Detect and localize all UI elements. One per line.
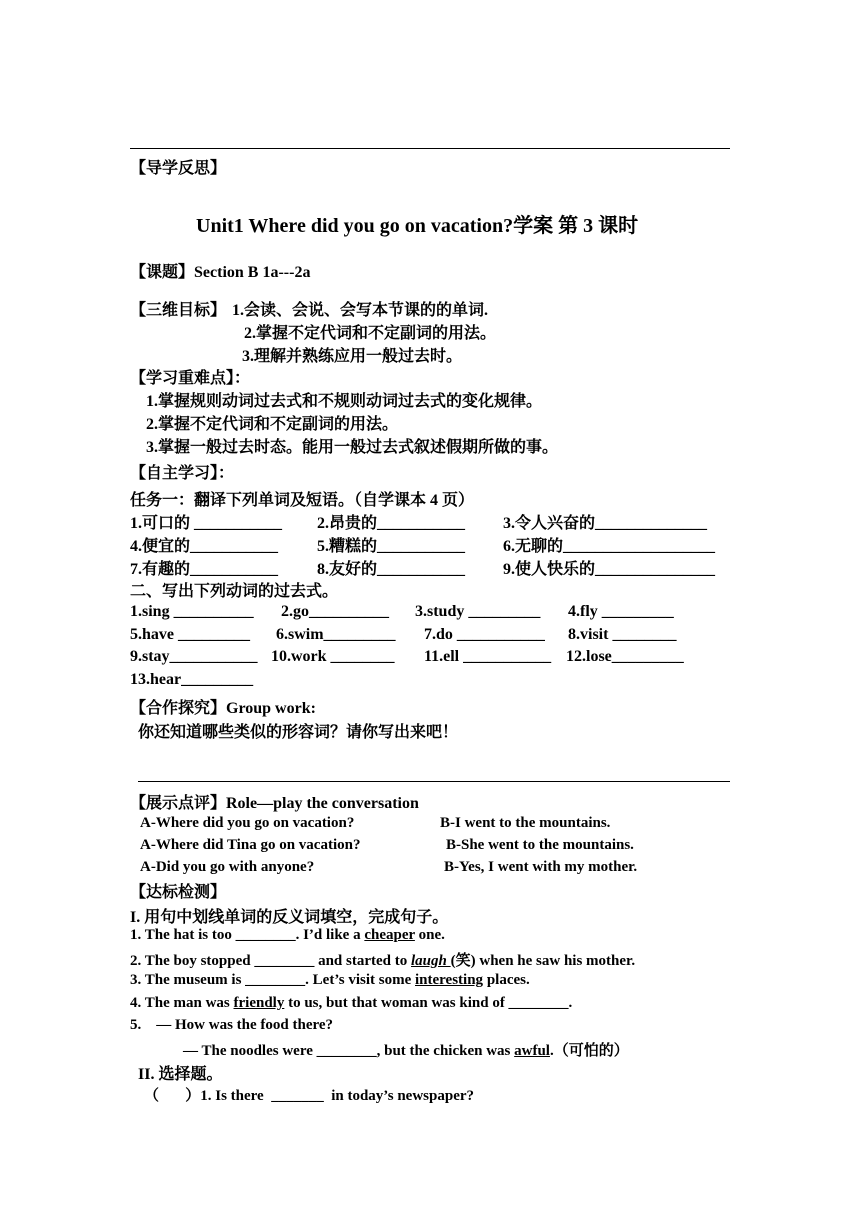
exercise-2 [130, 949, 635, 970]
test-label: 【达标检测】 [130, 884, 227, 901]
verb-item: 3.study _________ [415, 603, 541, 620]
verb-item: 5.have _________ [130, 626, 250, 643]
underlined-word: friendly [233, 995, 285, 1011]
verb-item: 8.visit ________ [568, 626, 677, 643]
task1-title: 任务一：翻译下列单词及短语。（自学课本 4 页） [130, 492, 475, 509]
vocab-item: 2.昂贵的___________ [317, 515, 466, 532]
part1-title: I. 用句中划线单词的反义词填空，完成句子。 [130, 909, 449, 926]
exercise-text: one. [414, 927, 445, 943]
goal-item: 2.掌握不定代词和不定副词的用法。 [244, 325, 497, 342]
vocab-item: 7.有趣的___________ [130, 561, 279, 578]
exercise-text: — The noodles were ________, but the chicken was [183, 1043, 515, 1059]
exercise-3 [130, 972, 530, 989]
group-work-label: 【合作探究】Group work: [130, 700, 316, 717]
exercise-text: 4. The man was [130, 995, 234, 1011]
group-work-prompt: 你还知道哪些类似的形容词？请你写出来吧！ [138, 724, 459, 741]
part2-title: II. 选择题。 [138, 1066, 223, 1083]
verb-item: 6.swim_________ [276, 626, 396, 643]
roleplay-label: 【展示点评】Role—play the conversation [130, 795, 419, 812]
underlined-word: interesting [415, 972, 484, 988]
exercise-5-question: 5. — How was the food there? [130, 1017, 334, 1033]
verb-item: 4.fly _________ [568, 603, 674, 620]
dialog-a-line: A-Where did Tina go on vacation? [140, 837, 361, 853]
vocab-item: 8.友好的___________ [317, 561, 466, 578]
exercise-text: 2. The boy stopped ________ and started to [130, 953, 412, 969]
vocab-item: 1.可口的 ___________ [130, 515, 283, 532]
vocab-item: 4.便宜的___________ [130, 538, 279, 555]
verb-item: 10.work ________ [271, 648, 395, 665]
exercise-text: .（可怕的） [549, 1043, 629, 1059]
underlined-word: cheaper [364, 927, 415, 943]
top-divider [130, 148, 730, 149]
verb-item: 1.sing __________ [130, 603, 254, 620]
page-title: Unit1 Where did you go on vacation?学案 第 3 课时 [196, 215, 639, 237]
topic-value: Section B 1a---2a [194, 264, 311, 281]
vocab-item: 6.无聊的___________________ [503, 538, 716, 555]
vocab-item: 5.糟糕的___________ [317, 538, 466, 555]
vocab-item: 9.使人快乐的_______________ [503, 561, 716, 578]
exercise-text: places. [483, 972, 530, 988]
exercise-text: 1. The hat is too ________. I’d like a [130, 927, 365, 943]
dialog-a-line: A-Did you go with anyone? [140, 859, 315, 875]
topic-line [130, 259, 310, 282]
choice-question-1: （ ）1. Is there _______ in today’s newspaper? [144, 1088, 475, 1104]
verb-item: 11.ell ___________ [424, 648, 552, 665]
topic-label: 【课题】 [130, 264, 195, 281]
goal-item: 3.理解并熟练应用一般过去时。 [242, 348, 463, 365]
mid-divider [138, 781, 730, 782]
exercise-text: to us, but that woman was kind of ________. [284, 995, 573, 1011]
underlined-word: laugh [411, 953, 451, 969]
verb-item: 2.go__________ [281, 603, 389, 620]
exercise-text: (笑) when he saw his mother. [450, 953, 636, 969]
dialog-b-line: B-I went to the mountains. [440, 815, 611, 831]
key-point-item: 1.掌握规则动词过去式和不规则动词过去式的变化规律。 [146, 393, 543, 410]
exercise-text: 3. The museum is ________. Let’s visit some [130, 972, 415, 988]
dialog-b-line: B-Yes, I went with my mother. [444, 859, 638, 875]
key-points-label: 【学习重难点】： [130, 370, 251, 387]
verb-item: 12.lose_________ [566, 648, 684, 665]
self-study-label: 【自主学习】： [130, 465, 235, 482]
key-point-item: 2.掌握不定代词和不定副词的用法。 [146, 416, 399, 433]
verb-item: 9.stay___________ [130, 648, 258, 665]
verb-item: 7.do ___________ [424, 626, 545, 643]
verb-item: 13.hear_________ [130, 671, 254, 688]
dialog-a-line: A-Where did you go on vacation? [140, 815, 355, 831]
dialog-b-line: B-She went to the mountains. [446, 837, 634, 853]
task2-title: 二、写出下列动词的过去式。 [130, 583, 339, 600]
exercise-1 [130, 927, 445, 944]
goal-item: 1.会读、会说、会写本节课的的单词. [232, 302, 489, 319]
vocab-item: 3.令人兴奋的______________ [503, 515, 708, 532]
underlined-word: awful [514, 1043, 550, 1059]
goals-label: 【三维目标】 [130, 302, 227, 319]
key-point-item: 3.掌握一般过去时态。能用一般过去式叙述假期所做的事。 [146, 439, 559, 456]
exercise-5-answer [183, 1039, 629, 1060]
reflection-heading: 【导学反思】 [130, 160, 227, 177]
exercise-4 [130, 995, 572, 1012]
